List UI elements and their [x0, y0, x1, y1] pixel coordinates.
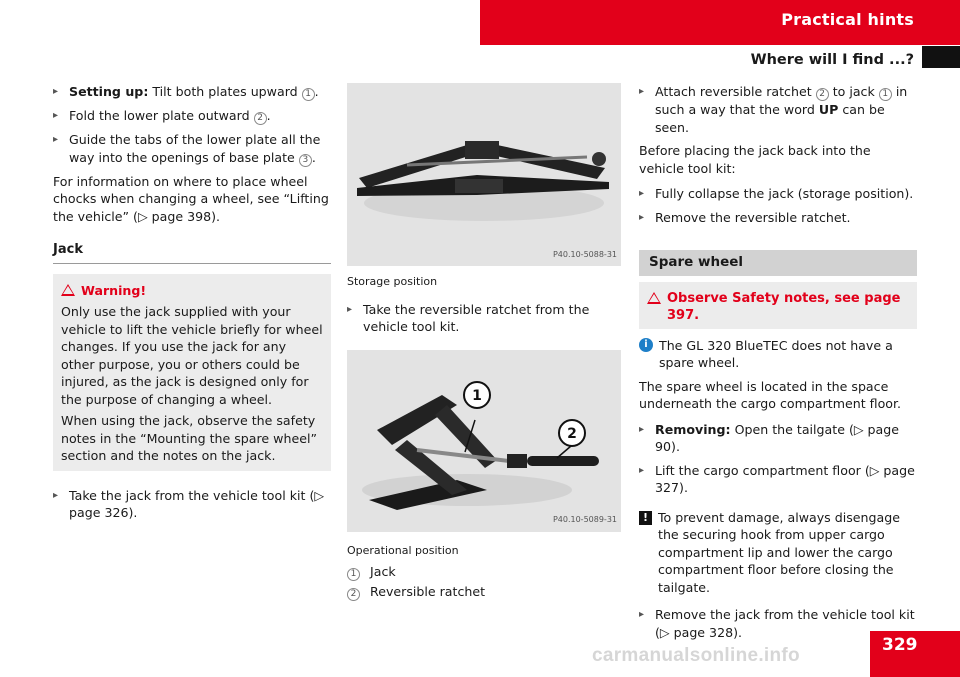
- step-text: Attach reversible ratchet: [655, 84, 812, 99]
- step-collapse-jack: [639, 185, 917, 203]
- column-middle: [347, 83, 623, 601]
- step-arrow-icon: ▸: [639, 211, 645, 223]
- ref-number: 3: [299, 154, 312, 167]
- info-note-text: The GL 320 BlueTEC does not have a spare wheel.: [659, 337, 893, 370]
- ref-number: 1: [879, 88, 892, 101]
- legend-text: Jack: [370, 564, 396, 579]
- exclamation-icon: !: [639, 511, 652, 525]
- step-setting-up: ▸ Setting up: Tilt both plates upward 1 .: [53, 84, 319, 99]
- step-text: Remove the reversible ratchet.: [655, 209, 851, 225]
- step-lift-floor: [639, 462, 917, 497]
- step-arrow-icon: ▸: [639, 464, 645, 476]
- warning-triangle-icon: [647, 292, 661, 304]
- step-arrow-icon: ▸: [53, 134, 59, 145]
- step-arrow-icon: ▸: [53, 489, 59, 501]
- step-remove-ratchet: [639, 209, 917, 227]
- step-text: Guide the tabs of the lower plate all the way into the openings of base plate: [69, 132, 321, 165]
- paragraph: Before placing the jack back into the vehicle tool kit:: [639, 143, 871, 176]
- step-take-jack: [53, 487, 331, 522]
- caption-operational: Operational position: [347, 543, 459, 557]
- info-icon: i: [639, 338, 653, 352]
- step-text: can be seen.: [655, 102, 885, 135]
- step-arrow-icon: ▸: [639, 86, 645, 97]
- ref-number: 2: [816, 88, 829, 101]
- step-arrow-icon: ▸: [639, 188, 645, 199]
- warning-title: Warning!: [81, 282, 147, 298]
- jack-operational-illustration: [347, 350, 621, 532]
- step-take-ratchet: [347, 301, 623, 336]
- step-text: Tilt both plates upward: [152, 84, 298, 99]
- section-title-spare-wheel: Spare wheel: [639, 250, 917, 276]
- warning-paragraph: When using the jack, observe the safety notes in the “Mounting the spare wheel” section and the notes on the jack.: [61, 413, 317, 463]
- step-guide-tabs: ▸ Guide the tabs of the lower plate all the way into the openings of base plate 3 .: [53, 132, 321, 165]
- step-text: Lift the cargo compartment floor (▷ page 327).: [655, 462, 915, 495]
- watermark: carmanualsonline.info: [592, 645, 800, 666]
- jack-storage-photo: [347, 83, 621, 266]
- photo-code: P40.10-5089-31: [552, 515, 617, 524]
- jack-operational-photo: [347, 350, 621, 532]
- photo-label-ratchet: 2: [567, 425, 577, 442]
- step-arrow-icon: ▸: [53, 110, 59, 121]
- column-right: [639, 83, 917, 647]
- page-number-box: [870, 631, 960, 677]
- jack-storage-illustration: [347, 83, 621, 266]
- damage-note-text: To prevent damage, always disengage the securing hook from upper cargo compartment lip and lower the cargo compartment floor before closing the tailgate.: [658, 509, 900, 595]
- step-label: Setting up:: [69, 84, 149, 99]
- caption-storage: Storage position: [347, 275, 438, 288]
- page-number: 329: [882, 635, 918, 655]
- step-arrow-icon: ▸: [639, 423, 645, 435]
- step-attach-ratchet: [639, 83, 917, 136]
- step-text: Open the tailgate (▷ page 90).: [655, 421, 899, 454]
- legend-item: [347, 583, 623, 601]
- header-section-bar: [480, 0, 960, 45]
- header-section-title: Practical hints: [781, 10, 914, 29]
- warning-triangle-icon: [61, 284, 75, 296]
- damage-note: [639, 509, 917, 597]
- spare-warning-box: [639, 282, 917, 329]
- ref-number: 1: [302, 88, 315, 101]
- warning-heading: [61, 282, 323, 300]
- spare-warning-title: [647, 290, 909, 325]
- section-title-jack: Jack: [53, 241, 331, 264]
- ref-number: 2: [254, 112, 267, 125]
- step-text: Fold the lower plate outward: [69, 108, 250, 123]
- legend-item: [347, 563, 623, 581]
- step-text: Take the jack from the vehicle tool kit (▷ page 326).: [69, 487, 325, 520]
- step-text: Take the reversible ratchet from the vehicle tool kit.: [363, 301, 590, 334]
- legend-text: Reversible ratchet: [370, 584, 486, 599]
- step-fold-plate: ▸ Fold the lower plate outward 2 .: [53, 108, 271, 123]
- step-arrow-icon: ▸: [347, 303, 353, 315]
- warning-paragraph: Only use the jack supplied with your vehicle to lift the vehicle briefly for wheel changes. If you use the jack for any other purpose, you or others could be injured, as the jack is designed only for the purpose of changing a wheel.: [61, 304, 323, 407]
- step-removing: [639, 421, 917, 456]
- step-label: Removing:: [655, 421, 731, 437]
- photo-code: P40.10-5088-31: [552, 249, 617, 259]
- info-note: [639, 337, 917, 372]
- spare-warning-text: Observe Safety notes, see page 397.: [667, 290, 901, 323]
- step-text: Remove the jack from the vehicle tool kit (▷ page 328).: [655, 607, 915, 640]
- column-left: [53, 83, 331, 528]
- paragraph: The spare wheel is located in the space underneath the cargo compartment floor.: [639, 378, 902, 411]
- step-text: Fully collapse the jack (storage position).: [655, 186, 914, 201]
- warning-box: [53, 274, 331, 471]
- legend-number: 2: [347, 588, 360, 601]
- step-text: to jack: [832, 84, 875, 99]
- photo-label-jack: 1: [472, 387, 482, 404]
- step-arrow-icon: ▸: [53, 86, 59, 97]
- wheel-chocks-info: For information on where to place wheel chocks when changing a wheel, see “Lifting the vehicle” (▷ page 398).: [53, 173, 329, 224]
- step-arrow-icon: ▸: [639, 609, 645, 620]
- step-bold-word: UP: [818, 102, 839, 117]
- header-marker: [922, 46, 960, 68]
- header-subsection-title: Where will I find ...?: [750, 52, 914, 68]
- legend-number: 1: [347, 568, 360, 581]
- step-text: in such a way that the word: [655, 84, 908, 117]
